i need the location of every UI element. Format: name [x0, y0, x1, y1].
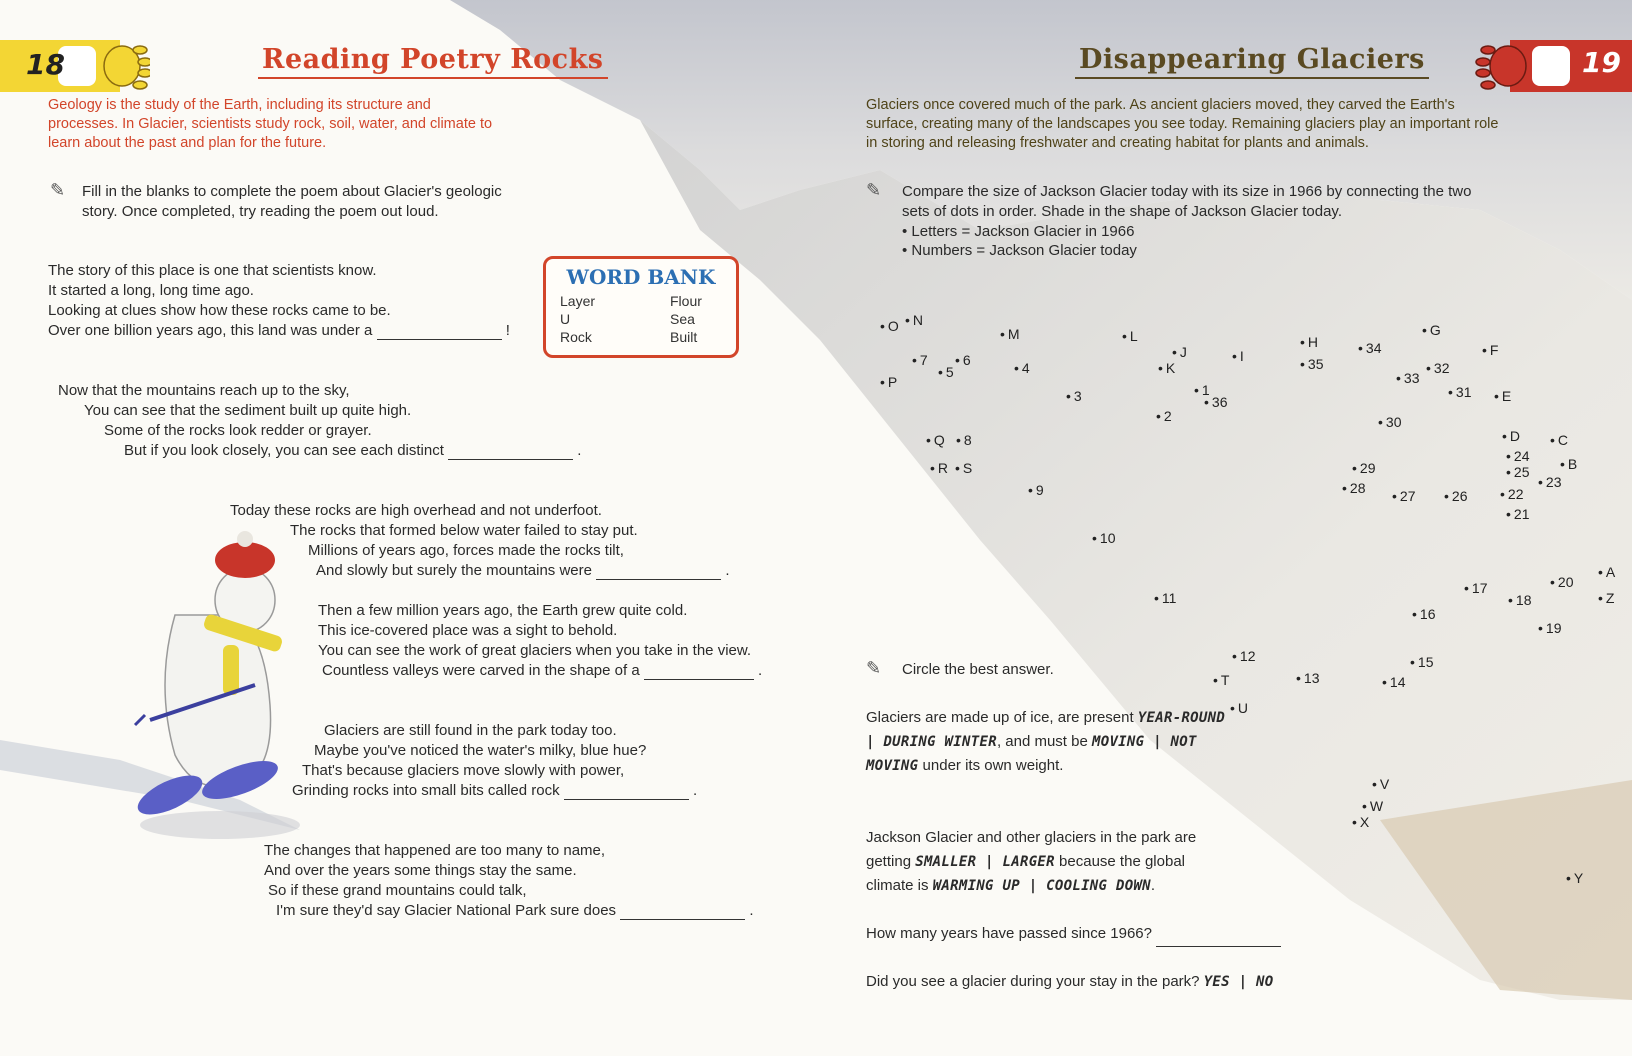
dot-label: • 28 [1342, 480, 1365, 496]
pencil-icon: ✎ [50, 180, 66, 200]
pencil-icon: ✎ [866, 180, 882, 200]
fill-in-blank[interactable] [1156, 922, 1281, 947]
dot-label: • 7 [912, 352, 928, 368]
dot-label: • 4 [1014, 360, 1030, 376]
dot-label: • 33 [1396, 370, 1419, 386]
page-title-right: Disappearing Glaciers [1075, 44, 1429, 79]
pencil-icon: ✎ [866, 658, 882, 678]
poem-text: But if you look closely, you can see each distinct [124, 442, 444, 459]
poem-line: Some of the rocks look redder or grayer. [104, 422, 372, 439]
question-text: , and must be [996, 733, 1092, 750]
poem-punct: ! [505, 322, 510, 339]
intro-left: Geology is the study of the Earth, including its structure and processes. In Glacier, scientists study rock, soil, water, and climate to learn about the past and plan for the future. [48, 97, 493, 151]
dot-label: • 25 [1506, 464, 1529, 480]
poem-line: This ice-covered place was a sight to behold. [318, 622, 618, 639]
dot-label: • V [1372, 776, 1389, 792]
dot-label: • U [1230, 700, 1248, 716]
poem-text: Countless valleys were carved in the shape of a [322, 662, 640, 679]
instruction-connect-dots: Compare the size of Jackson Glacier today with its size in 1966 by connecting the two sets of dots in order. Shade in the shape of Jackson Glacier today. [902, 183, 1472, 220]
poem-line: Today these rocks are high overhead and not underfoot. [230, 502, 602, 519]
dot-label: • N [905, 312, 923, 328]
answer-choice[interactable]: YES | NO [1203, 974, 1274, 990]
dot-label: • O [880, 318, 899, 334]
poem-punct: . [749, 902, 754, 919]
dot-label: • 13 [1296, 670, 1319, 686]
dot-label: • P [880, 374, 897, 390]
poem-line-with-blank [124, 442, 581, 460]
word-bank-word: Rock [560, 329, 592, 345]
poem-punct: . [577, 442, 582, 459]
poem-line: The rocks that formed below water failed to stay put. [290, 522, 638, 539]
dot-label: • R [930, 460, 948, 476]
poem-line: It started a long, long time ago. [48, 282, 254, 299]
intro-right: Glaciers once covered much of the park. As ancient glaciers moved, they carved the Earth's surface, creating many of the landscapes you see today. Remaining glaciers play an important role in storing and releasing freshwater and creating habitat for plants and animals. [866, 97, 1499, 151]
dot-label: • 21 [1506, 506, 1529, 522]
poem-punct: . [692, 782, 698, 799]
poem-line-with-blank [48, 322, 510, 340]
fill-in-blank[interactable] [448, 442, 573, 460]
question-text: Jackson Glacier and other glaciers in the park are getting [866, 829, 1197, 870]
dot-label: • 18 [1508, 592, 1531, 608]
dot-label: • 19 [1538, 620, 1561, 636]
question-glacier-definition [866, 706, 1226, 778]
fill-in-blank[interactable] [644, 662, 754, 680]
dot-label: • X [1352, 814, 1369, 830]
bullet-letters: • Letters = Jackson Glacier in 1966 [902, 223, 1135, 240]
dot-label: • 1 [1194, 382, 1210, 398]
dot-label: • 17 [1464, 580, 1487, 596]
dot-label: • K [1158, 360, 1175, 376]
dot-label: • 11 [1154, 590, 1176, 606]
poem-text: Grinding rocks into small bits called rock [292, 782, 560, 799]
instruction-left: Fill in the blanks to complete the poem about Glacier's geologic story. Once completed, try reading the poem out loud. [82, 183, 502, 220]
dot-label: • 14 [1382, 674, 1405, 690]
question-text: Did you see a glacier during your stay in the park? [866, 973, 1204, 990]
poem-line: That's because glaciers move slowly with power, [302, 762, 625, 779]
question-text: Glaciers are made up of ice, are present [866, 709, 1138, 726]
poem-line: You can see that the sediment built up quite high. [84, 402, 412, 419]
poem-text: Over one billion years ago, this land was under a [48, 322, 373, 339]
page-tab-right [1470, 40, 1632, 92]
question-years [866, 922, 1286, 947]
poem-line-with-blank [292, 782, 697, 800]
answer-choice[interactable]: SMALLER | LARGER [915, 854, 1055, 870]
question-text: . [1150, 877, 1156, 894]
dot-label: • Z [1598, 590, 1614, 606]
dot-label: • B [1560, 456, 1577, 472]
dot-label: • T [1213, 672, 1229, 688]
dot-label: • J [1172, 344, 1187, 360]
dot-label: • 27 [1392, 488, 1415, 504]
dot-label: • M [1000, 326, 1020, 342]
word-bank-word: Layer [560, 293, 596, 309]
dot-label: • 3 [1066, 388, 1082, 404]
dot-label: • E [1494, 388, 1511, 404]
poem-line: The story of this place is one that scientists know. [48, 262, 377, 279]
poem-line: Then a few million years ago, the Earth grew quite cold. [318, 602, 688, 619]
poem-text: I'm sure they'd say Glacier National Park sure does [276, 902, 617, 919]
dot-label: • 6 [955, 352, 971, 368]
dot-label: • 5 [938, 364, 954, 380]
poem-line: So if these grand mountains could talk, [268, 882, 527, 899]
dot-label: • 29 [1352, 460, 1375, 476]
dot-label: • D [1502, 428, 1520, 444]
question-text: How many years have passed since 1966? [866, 925, 1152, 942]
dot-label: • 20 [1550, 574, 1573, 590]
poem-line: The changes that happened are too many to name, [264, 842, 606, 859]
dot-label: • Y [1566, 870, 1583, 886]
dot-label: • 22 [1500, 486, 1523, 502]
poem-punct: . [725, 562, 730, 579]
page-number-left: 18 [26, 48, 65, 81]
dot-label: • W [1362, 798, 1383, 814]
poem-line: Glaciers are still found in the park today too. [324, 722, 617, 739]
word-bank-word: Built [670, 329, 698, 345]
dot-label: • 36 [1204, 394, 1227, 410]
dot-label: • 10 [1092, 530, 1115, 546]
word-bank-word: Flour [670, 293, 702, 309]
page-title-left: Reading Poetry Rocks [258, 44, 608, 79]
fill-in-blank[interactable] [596, 562, 721, 580]
poem-line-with-blank [322, 662, 762, 680]
dot-label: • 34 [1358, 340, 1381, 356]
word-bank-word: U [560, 311, 571, 327]
question-saw-glacier [866, 970, 1326, 994]
word-bank [543, 256, 739, 358]
dot-label: • 23 [1538, 474, 1561, 490]
fill-in-blank[interactable] [564, 782, 689, 800]
dot-label: • S [955, 460, 972, 476]
dot-label: • H [1300, 334, 1318, 350]
dot-label: • 2 [1156, 408, 1172, 424]
dot-label: • 9 [1028, 482, 1044, 498]
poem-text: And slowly but surely the mountains were [316, 562, 592, 579]
dot-label: • 32 [1426, 360, 1449, 376]
poem-line: Now that the mountains reach up to the sky, [58, 382, 350, 399]
dot-label: • 16 [1412, 606, 1435, 622]
question-text: under its own weight. [918, 757, 1064, 774]
dot-label: • 24 [1506, 448, 1529, 464]
fill-in-blank[interactable] [620, 902, 745, 920]
fill-in-blank[interactable] [377, 322, 502, 340]
poem-line: Millions of years ago, forces made the rocks tilt, [308, 542, 624, 559]
word-bank-title: WORD BANK [566, 265, 716, 289]
dot-label: • C [1550, 432, 1568, 448]
answer-choice[interactable]: YEAR-ROUND | DURING WINTER [866, 710, 1226, 750]
poem-line: Looking at clues show how these rocks came to be. [48, 302, 391, 319]
mountain-goat-skiing-illustration [115, 525, 315, 855]
question-glacier-size [866, 826, 1226, 898]
poem-punct: . [758, 662, 763, 679]
word-bank-word: Sea [670, 311, 695, 327]
dot-label: • 15 [1410, 654, 1433, 670]
poem-line-with-blank [316, 562, 730, 580]
answer-choice[interactable]: WARMING UP | COOLING DOWN [932, 878, 1151, 894]
dot-label: • 12 [1232, 648, 1255, 664]
poem-line: Maybe you've noticed the water's milky, blue hue? [314, 742, 647, 759]
dot-label: • 35 [1300, 356, 1323, 372]
question-text: because the global climate is [866, 853, 1185, 894]
instruction-circle: Circle the best answer. [902, 661, 1054, 678]
dot-label: • I [1232, 348, 1244, 364]
dot-label: • 8 [956, 432, 972, 448]
dot-label: • F [1482, 342, 1498, 358]
dot-label: • G [1422, 322, 1441, 338]
dot-label: • 31 [1448, 384, 1471, 400]
dot-label: • 26 [1444, 488, 1467, 504]
poem-line: And over the years some things stay the same. [264, 862, 577, 879]
dot-label: • A [1598, 564, 1615, 580]
bullet-numbers: • Numbers = Jackson Glacier today [902, 242, 1137, 259]
answer-choice[interactable]: MOVING | NOT MOVING [866, 734, 1197, 774]
page-tab-left [0, 40, 150, 92]
poem-line-with-blank [276, 902, 754, 920]
dot-label: • L [1122, 328, 1138, 344]
page-number-right: 19 [1582, 46, 1621, 79]
dot-label: • 30 [1378, 414, 1401, 430]
dot-label: • Q [926, 432, 945, 448]
poem-line: You can see the work of great glaciers when you take in the view. [318, 642, 752, 659]
